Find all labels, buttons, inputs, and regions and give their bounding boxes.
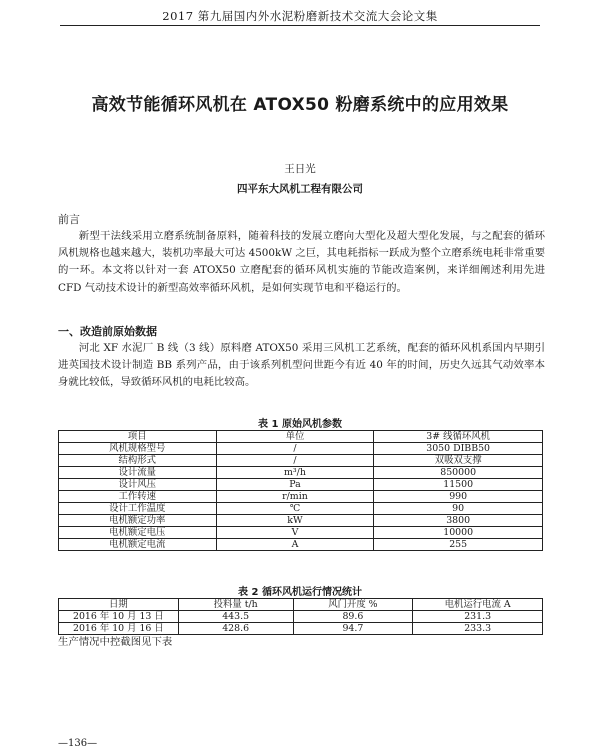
table-cell: 设计流量	[59, 467, 217, 479]
article-title: 高效节能循环风机在 ATOX50 粉磨系统中的应用效果	[91, 95, 509, 115]
table-row	[59, 491, 543, 503]
table1-header-unit: 单位	[216, 431, 374, 443]
table-cell: 428.6	[178, 623, 293, 635]
table2-header-row	[59, 599, 543, 611]
table-row	[59, 467, 543, 479]
author-name: 王日光	[284, 163, 316, 175]
table-cell: V	[216, 527, 374, 539]
table-cell: 工作转速	[59, 491, 217, 503]
table-cell: 89.6	[293, 611, 413, 623]
table-cell: Pa	[216, 479, 374, 491]
table2-caption: 表 2 循环风机运行情况统计	[238, 587, 362, 598]
section1-heading: 一、改造前原始数据	[58, 325, 157, 338]
table2	[58, 598, 543, 635]
table-cell: 10000	[374, 527, 543, 539]
table2-header-date: 日期	[59, 599, 179, 611]
table-cell: 电机额定电流	[59, 539, 217, 551]
table-cell: kW	[216, 515, 374, 527]
table-cell: 255	[374, 539, 543, 551]
table2-header-current: 电机运行电流 A	[413, 599, 543, 611]
table-cell: /	[216, 455, 374, 467]
table-cell: 11500	[374, 479, 543, 491]
table-cell: 风机规格型号	[59, 443, 217, 455]
closing-text: 生产情况中控截图见下表	[58, 636, 173, 648]
table-cell: 2016 年 10 月 13 日	[59, 611, 179, 623]
table-cell: r/min	[216, 491, 374, 503]
table-cell: 850000	[374, 467, 543, 479]
table-cell: 电机额定功率	[59, 515, 217, 527]
table-cell: 3800	[374, 515, 543, 527]
preface-paragraph: 新型干法线采用立磨系统制备原料，随着科技的发展立磨向大型化及超大型化发展，与之配套的循环风机规格也越来越大，装机功率最大可达 4500kW 之巨，其电耗指标一跃成为整个立磨系统电耗非常重要的一环。本文将以针对一套 ATOX50 立磨配套的循环风机实施的节能改造案例，来详细阐述利用先进 CFD 气动技术设计的新型高效率循环风机，是如何实现节电和平稳运行的。	[58, 230, 545, 294]
table-row	[59, 527, 543, 539]
table-row	[59, 443, 543, 455]
table2-header-damper: 风门开度 %	[293, 599, 413, 611]
table-cell: /	[216, 443, 374, 455]
running-header: 2017 第九届国内外水泥粉磨新技术交流大会论文集	[162, 9, 438, 23]
table-cell: 94.7	[293, 623, 413, 635]
preface-heading: 前言	[58, 213, 80, 226]
table-cell: 231.3	[413, 611, 543, 623]
table-cell: A	[216, 539, 374, 551]
table1-header-row	[59, 431, 543, 443]
table-cell: 双吸双支撑	[374, 455, 543, 467]
table-row	[59, 611, 543, 623]
table-cell: m³/h	[216, 467, 374, 479]
author-affiliation: 四平东大风机工程有限公司	[237, 183, 363, 195]
table1-header-fan: 3# 线循环风机	[374, 431, 543, 443]
table-row	[59, 455, 543, 467]
table-row	[59, 515, 543, 527]
page-number: —136—	[58, 738, 98, 749]
table-cell: 设计风压	[59, 479, 217, 491]
table-cell: 结构形式	[59, 455, 217, 467]
table-row	[59, 503, 543, 515]
table-cell: 990	[374, 491, 543, 503]
table1	[58, 430, 543, 551]
table-row	[59, 539, 543, 551]
table-cell: 2016 年 10 月 16 日	[59, 623, 179, 635]
table-cell: ℃	[216, 503, 374, 515]
section1-paragraph: 河北 XF 水泥厂 B 线（3 线）原料磨 ATOX50 采用三风机工艺系统，配套的循环风机系国内早期引进英国技术设计制造 BB 系列产品，由于该系列机型问世距今有近 40 年的时间，历史久远其气动效率本身就比较低，导致循环风机的电耗比较高。	[58, 342, 545, 389]
table-cell: 443.5	[178, 611, 293, 623]
table-cell: 3050 DIBB50	[374, 443, 543, 455]
header-rule	[60, 25, 540, 26]
table-cell: 设计工作温度	[59, 503, 217, 515]
table-cell: 电机额定电压	[59, 527, 217, 539]
table2-header-feed: 投料量 t/h	[178, 599, 293, 611]
table1-header-item: 项目	[59, 431, 217, 443]
table-cell: 233.3	[413, 623, 543, 635]
table-row	[59, 479, 543, 491]
table-cell: 90	[374, 503, 543, 515]
table1-caption: 表 1 原始风机参数	[258, 419, 342, 430]
